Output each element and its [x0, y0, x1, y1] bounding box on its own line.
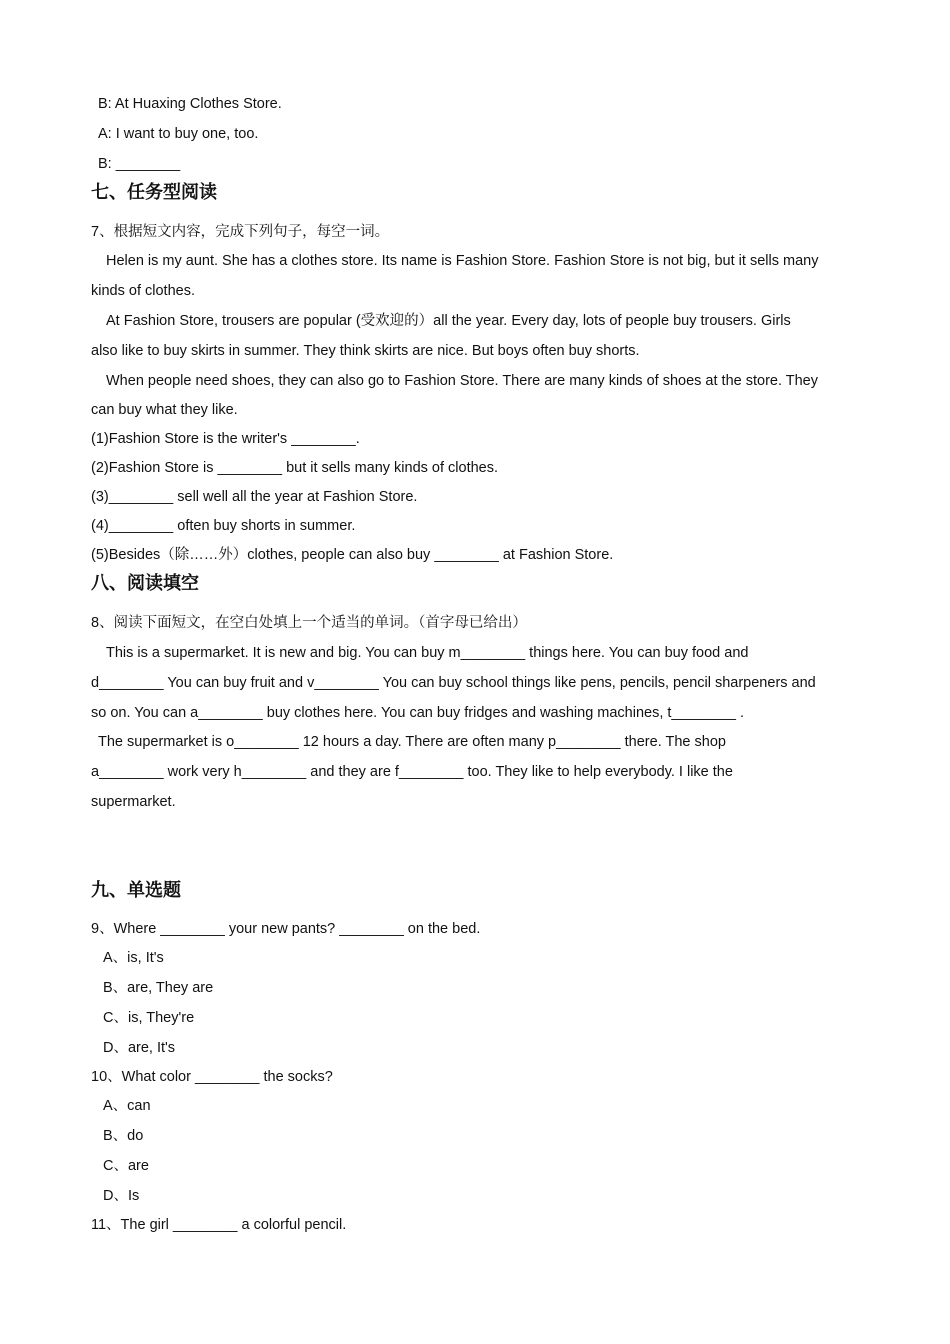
question-stem: 9、Where ________ your new pants? ________ on the bed.: [91, 921, 481, 937]
question-number: 8、: [91, 615, 114, 631]
fill-item: (1)Fashion Store is the writer's ________.: [91, 431, 360, 447]
question-stem: 10、What color ________ the socks?: [91, 1069, 333, 1085]
passage-line: The supermarket is o________ 12 hours a day. There are often many p________ there. The shop: [98, 734, 726, 750]
answer-option: B、are, They are: [103, 980, 214, 996]
dialogue-line: A: I want to buy one, too.: [98, 126, 259, 142]
passage-line: can buy what they like.: [91, 402, 238, 418]
passage-line: a________ work very h________ and they are f________ too. They like to help everybody. I like the: [91, 764, 733, 780]
passage-line: When people need shoes, they can also go to Fashion Store. There are many kinds of shoes at the store. They: [106, 373, 819, 389]
passage-line: At Fashion Store, trousers are popular (受欢迎的）all the year. Every day, lots of people buy trousers. Girls: [106, 313, 791, 329]
passage-line: Helen is my aunt. She has a clothes store. Its name is Fashion Store. Fashion Store is not big, but it sells many: [106, 253, 819, 269]
answer-option: A、can: [103, 1098, 151, 1114]
answer-option: D、Is: [103, 1188, 140, 1204]
answer-option: D、are, It's: [103, 1040, 176, 1056]
question-8-instruction: [91, 613, 527, 633]
passage-line: d________ You can buy fruit and v________ You can buy school things like pens, pencils, pencil sharpeners and: [91, 675, 816, 691]
dialogue-line: B: At Huaxing Clothes Store.: [98, 96, 282, 112]
answer-option: A、is, It's: [103, 950, 164, 966]
passage-line: kinds of clothes.: [91, 283, 195, 299]
fill-item: (3)________ sell well all the year at Fashion Store.: [91, 489, 418, 505]
passage-line: This is a supermarket. It is new and big. You can buy m________ things here. You can buy food and: [106, 645, 749, 661]
fill-item: (5)Besides（除……外）clothes, people can also buy ________ at Fashion Store.: [91, 547, 614, 563]
answer-option: C、is, They're: [103, 1010, 195, 1026]
section-heading-cloze: 八、阅读填空: [91, 573, 199, 594]
question-stem: 11、The girl ________ a colorful pencil.: [91, 1217, 347, 1233]
answer-option: B、do: [103, 1128, 144, 1144]
passage-line: also like to buy skirts in summer. They think skirts are nice. But boys often buy shorts.: [91, 343, 640, 359]
dialogue-answer-blank: B: ________: [98, 156, 181, 172]
fill-item: (4)________ often buy shorts in summer.: [91, 518, 356, 534]
passage-line: so on. You can a________ buy clothes here. You can buy fridges and washing machines, t________ .: [91, 705, 744, 721]
section-heading-task-reading: 七、任务型阅读: [91, 182, 217, 203]
answer-option: C、are: [103, 1158, 149, 1174]
instruction-text: 根据短文内容，完成下列句子，每空一词。: [113, 224, 390, 240]
instruction-text: 阅读下面短文，在空白处填上一个适当的单词。（首字母已给出）: [113, 615, 527, 631]
fill-item: (2)Fashion Store is ________ but it sells many kinds of clothes.: [91, 460, 499, 476]
section-heading-single-choice: 九、单选题: [91, 880, 181, 901]
question-number: 7、: [91, 224, 114, 240]
question-7-instruction: [91, 222, 389, 242]
passage-line: supermarket.: [91, 794, 176, 810]
